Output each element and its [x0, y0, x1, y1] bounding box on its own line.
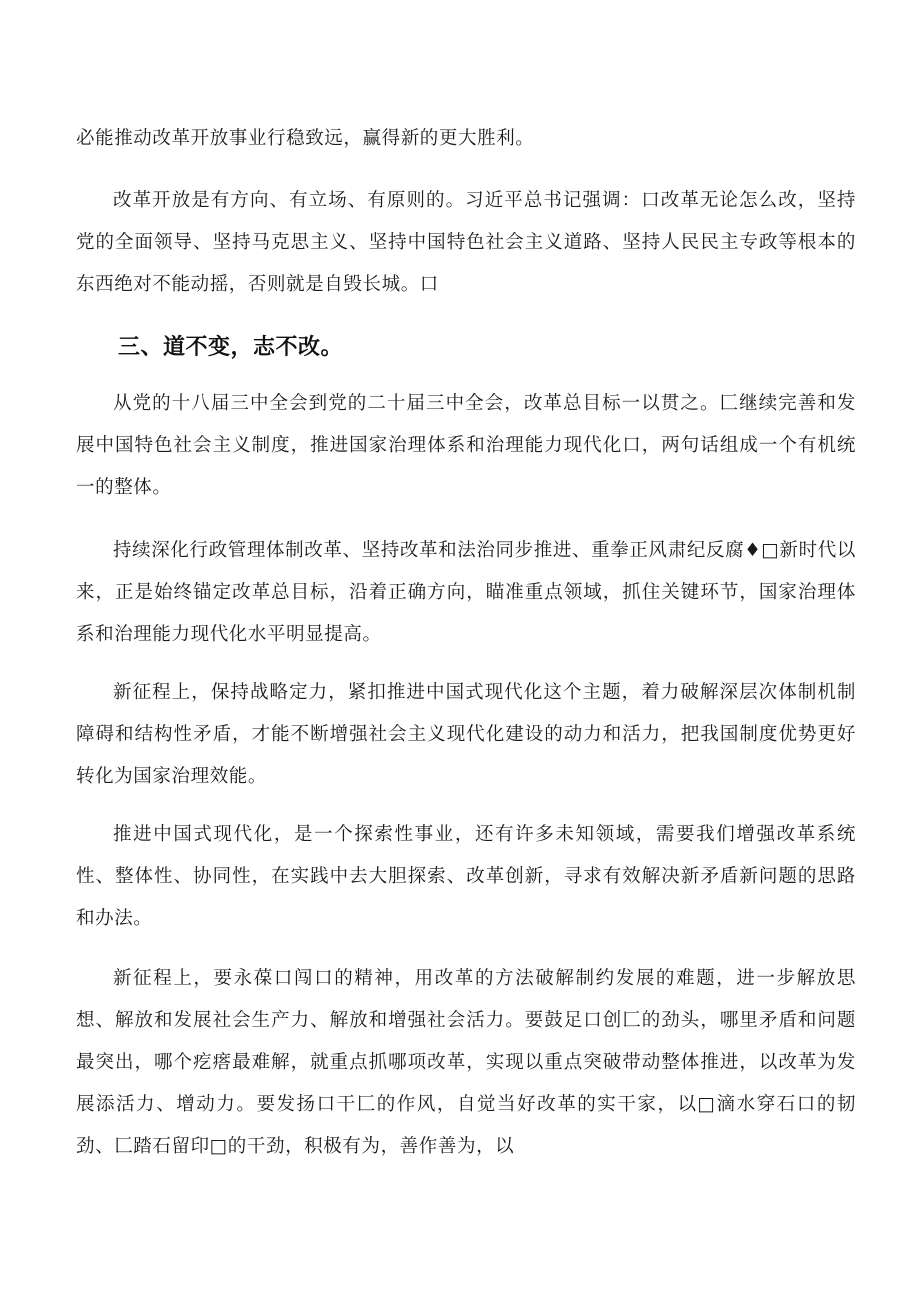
section-heading: 三、道不变，志不改。 — [118, 335, 344, 360]
paragraph-7: 新征程上，要永葆口闯口的精神，用改革的方法破解制约发展的难题，进一步解放思想、解放和发展社会生产力、解放和增强社会活力。要鼓足口创匚的劲头，哪里矛盾和问题最突出，哪个疙瘩最难解，就重点抓哪项改革，实现以重点突破带动整体推进，以改革为发展添活力、增动力。要发扬口干匚的作风，自觉当好改革的实干家，以□滴水穿石口的韧劲、匚踏石留印□的干劲，积极有为，善作善为，以 — [76, 968, 856, 1157]
paragraph-6: 推进中国式现代化，是一个探索性事业，还有许多未知领域，需要我们增强改革系统性、整体性、协同性，在实践中去大胆探索、改革创新，寻求有效解决新矛盾新问题的思路和办法。 — [76, 824, 856, 929]
paragraph-1: 必能推动改革开放事业行稳致远，赢得新的更大胜利。 — [76, 128, 535, 149]
paragraph-5: 新征程上，保持战略定力，紧扣推进中国式现代化这个主题，着力破解深层次体制机制障碍和结构性矛盾，才能不断增强社会主义现代化建设的动力和活力，把我国制度优势更好转化为国家治理效能。 — [76, 682, 856, 787]
paragraph-3: 从党的十八届三中全会到党的二十届三中全会，改革总目标一以贯之。匚继续完善和发展中国特色社会主义制度，推进国家治理体系和治理能力现代化口，两句话组成一个有机统一的整体。 — [76, 393, 856, 498]
paragraph-4: 持续深化行政管理体制改革、坚持改革和法治同步推进、重拳正风肃纪反腐♦□新时代以来，正是始终锚定改革总目标，沿着正确方向，瞄准重点领域，抓住关键环节，国家治理体系和治理能力现代化水平明显提高。 — [76, 540, 856, 645]
paragraph-2: 改革开放是有方向、有立场、有原则的。习近平总书记强调：口改革无论怎么改，坚持党的全面领导、坚持马克思主义、坚持中国特色社会主义道路、坚持人民民主专政等根本的东西绝对不能动摇，否则就是自毁长城。口 — [76, 190, 856, 295]
